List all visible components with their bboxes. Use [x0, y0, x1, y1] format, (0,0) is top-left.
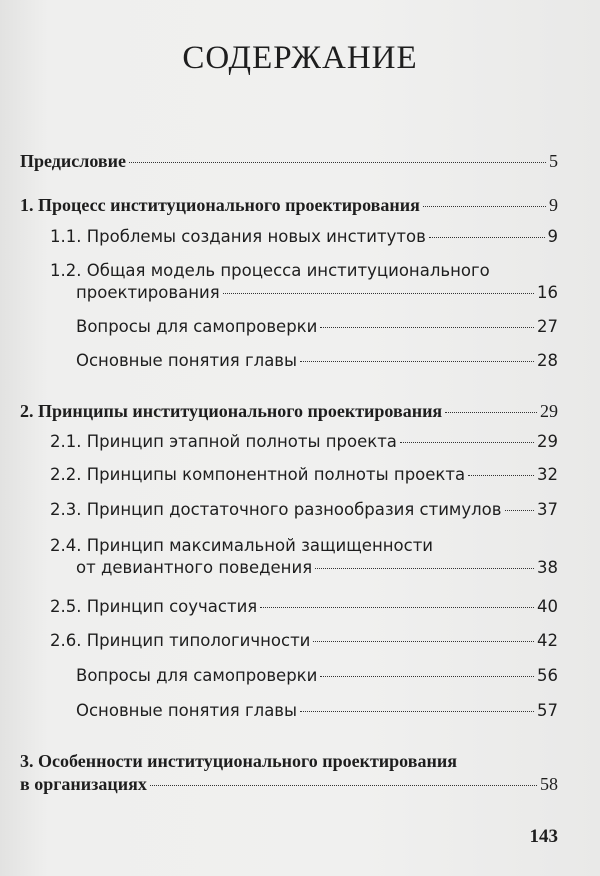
toc-entry-page: 58 [540, 774, 558, 794]
toc-entry-text: 1.1. Проблемы создания новых институтов [50, 227, 426, 246]
toc-entry-text: 2. Принципы институционального проектирования [20, 401, 443, 421]
toc-entry-page: 32 [537, 465, 558, 484]
toc-entry-text: Вопросы для самопроверки [76, 666, 318, 685]
toc-entry-page: 56 [537, 666, 558, 685]
toc-section-1-1 [50, 226, 558, 248]
dot-leader [320, 676, 534, 677]
toc-entry-text: 2.2. Принципы компонентной полноты проекта [50, 465, 466, 484]
toc-entry-page: 9 [549, 195, 558, 215]
toc-entry-text: 2.6. Принцип типологичности [50, 631, 311, 650]
dot-leader [315, 568, 534, 569]
dot-leader [313, 641, 534, 642]
toc-key-concepts-2 [76, 700, 558, 722]
toc-section-2-3 [50, 499, 558, 521]
toc-entry-text: от девиантного поведения [76, 558, 313, 577]
dot-leader [300, 361, 534, 362]
dot-leader [300, 711, 534, 712]
toc-entry-text: Вопросы для самопроверки [76, 317, 318, 336]
toc-entry-page: 29 [540, 401, 558, 421]
toc-section-1-2-line1: 1.2. Общая модель процесса институционального [50, 261, 490, 280]
toc-entry-text: 2.3. Принцип достаточного разнообразия стимулов [50, 500, 502, 519]
toc-section-2-5 [50, 596, 558, 618]
toc-chapter-1 [20, 194, 558, 216]
toc-entry-page: 27 [537, 317, 558, 336]
dot-leader [400, 442, 534, 443]
page-number: 143 [529, 826, 558, 847]
dot-leader [445, 412, 537, 413]
toc-entry-page: 5 [549, 151, 558, 171]
dot-leader [423, 206, 546, 207]
toc-entry-text: 1. Процесс институционального проектирования [20, 195, 420, 215]
dot-leader [320, 327, 534, 328]
toc-entry-page: 28 [537, 351, 558, 370]
toc-chapter-2 [20, 400, 558, 422]
dot-leader [150, 785, 537, 786]
dot-leader [260, 607, 534, 608]
toc-entry-page: 9 [547, 227, 558, 246]
dot-leader [223, 293, 534, 294]
toc-entry-page: 57 [537, 701, 558, 720]
toc-entry-page: 38 [537, 558, 558, 577]
toc-review-questions-2 [76, 665, 558, 687]
toc-section-2-4-line1: 2.4. Принцип максимальной защищенности [50, 536, 434, 555]
toc-chapter-3 [20, 773, 558, 795]
toc-entry-page: 42 [537, 631, 558, 650]
dot-leader [129, 162, 546, 163]
toc-key-concepts-1 [76, 350, 558, 372]
toc-entry-page: 40 [537, 597, 558, 616]
toc-entry-text: Основные понятия главы [76, 351, 298, 370]
toc-entry-text: Основные понятия главы [76, 701, 298, 720]
toc-entry-text: Предисловие [20, 151, 126, 171]
toc-chapter-3-line1: 3. Особенности институционального проектирования [20, 751, 457, 771]
toc-entry-preface [20, 150, 558, 172]
toc-section-2-2 [50, 464, 558, 486]
page-title: СОДЕРЖАНИЕ [182, 40, 418, 76]
toc-entry-text: 2.5. Принцип соучастия [50, 597, 258, 616]
toc-entry-text: в организациях [20, 774, 147, 794]
toc-entry-text: 2.1. Принцип этапной полноты проекта [50, 432, 397, 451]
toc-section-2-6 [50, 630, 558, 652]
dot-leader [505, 510, 534, 511]
toc-section-1-2 [76, 282, 558, 304]
dot-leader [429, 237, 545, 238]
toc-entry-text: проектирования [76, 283, 220, 302]
toc-section-2-4 [76, 557, 558, 579]
dot-leader [468, 475, 534, 476]
toc-entry-page: 37 [537, 500, 558, 519]
toc-entry-page: 16 [537, 283, 558, 302]
toc-review-questions-1 [76, 316, 558, 338]
toc-entry-page: 29 [537, 432, 558, 451]
toc-section-2-1 [50, 431, 558, 453]
